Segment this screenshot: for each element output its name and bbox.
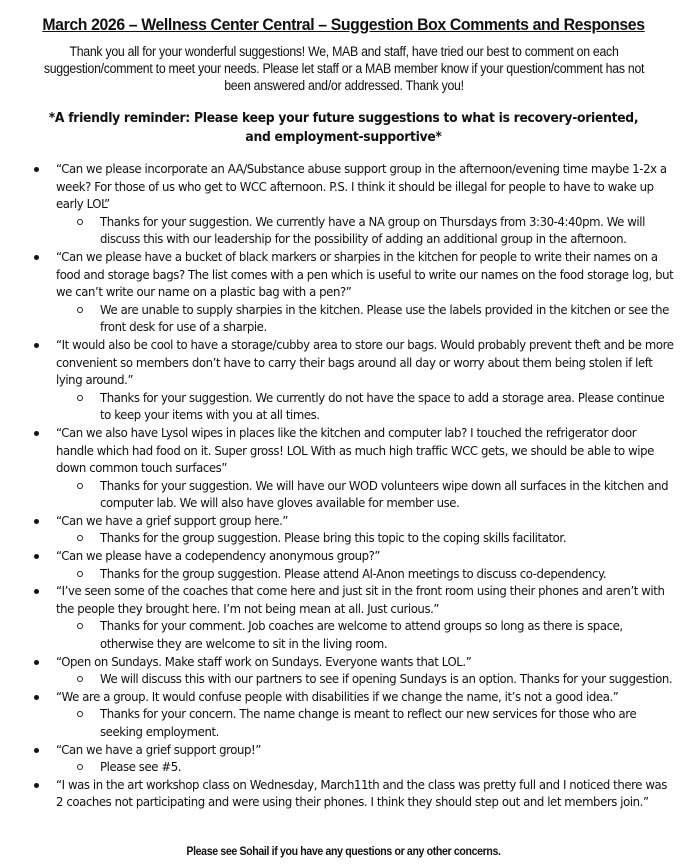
response-text: Thanks for the group suggestion. Please attend Al-Anon meetings to discuss co-dependency. — [100, 565, 607, 581]
circle-bullet-icon — [77, 764, 83, 770]
circle-bullet-icon — [77, 623, 83, 629]
suggestion-response — [0, 617, 687, 652]
suggestion-comment: “I’ve seen some of the coaches that come here and just sit in the front room using their phones and aren’t with the people they brought here. I’m not being mean at all. Just curious.” — [56, 583, 665, 616]
suggestion-comment: “I was in the art workshop class on Wednesday, March11th and the class was pretty full and I noticed there was 2 coaches not participating and were using their phones. I think they should step out and let members join.” — [56, 776, 667, 810]
suggestion-response — [0, 529, 687, 547]
suggestion-comment: “It would also be cool to have a storage/cubby area to store our bags. Would probably prevent theft and be more convenient so members don’t have to carry their bags around all day or worry about them being stolen if left lying around.” — [56, 336, 674, 388]
circle-bullet-icon — [77, 676, 83, 682]
suggestion-list — [0, 160, 687, 811]
bullet-icon — [34, 589, 39, 594]
circle-bullet-icon — [77, 711, 83, 717]
bullet-icon — [34, 783, 39, 788]
suggestion-item — [0, 160, 687, 213]
suggestion-item — [0, 424, 687, 477]
response-text: Thanks for your comment. Job coaches are welcome to attend groups so long as there is space, otherwise they are welcome to sit in the living room. — [100, 618, 623, 652]
bullet-icon — [34, 255, 39, 260]
suggestion-response — [0, 670, 687, 688]
suggestion-response — [0, 213, 687, 248]
suggestion-item — [0, 653, 687, 671]
contact-footer: Please see Sohail if you have any questions or any other concerns. — [186, 844, 501, 858]
response-text: Thanks for your concern. The name change is meant to reflect our new services for those who are seeking employment. — [100, 706, 637, 739]
response-text: Thanks for your suggestion. We will have our WOD volunteers wipe down all surfaces in the kitchen and computer lab. We will also have gloves available for member use. — [100, 477, 669, 511]
bullet-icon — [34, 695, 39, 700]
suggestion-item — [0, 547, 687, 565]
suggestion-comment: “Can we please have a bucket of black markers or sharpies in the kitchen for people to write their names on a food and storage bags? The list comes with a pen which is useful to write our names on the food storage log, but we can’t write our name on a plastic bag with a pen?” — [56, 248, 674, 300]
document-title: March 2026 – Wellness Center Central – Suggestion Box Comments and Responses — [42, 15, 645, 34]
response-text: We will discuss this with our partners to see if opening Sundays is an option. Thanks for your suggestion. — [100, 671, 673, 687]
circle-bullet-icon — [77, 307, 83, 313]
response-text: We are unable to supply sharpies in the kitchen. Please use the labels provided in the kitchen or see the front desk for use of a sharpie. — [100, 301, 669, 335]
reminder-note: *A friendly reminder: Please keep your future suggestions to what is recovery-oriented, and employment-supportive* — [48, 111, 639, 145]
suggestion-response — [0, 565, 687, 583]
suggestion-comment: “Can we also have Lysol wipes in places like the kitchen and computer lab? I touched the refrigerator door handle which had food on it. Super gross! LOL With as much high traffic WCC gets, we should be able to wipe down common touch surfaces” — [56, 424, 654, 476]
suggestion-response — [0, 389, 687, 424]
suggestion-item — [0, 688, 687, 706]
bullet-icon — [34, 519, 39, 524]
intro-paragraph: Thank you all for your wonderful suggestions! We, MAB and staff, have tried our best to comment on each suggestion/comment to meet your needs. Please let staff or a MAB member know if your question/comment has not been answered and/or addressed. Thank you! — [43, 44, 645, 93]
bullet-icon — [34, 748, 39, 753]
response-text: Thanks for your suggestion. We currently do not have the space to add a storage area. Please continue to keep your items with you at all times. — [100, 389, 665, 423]
circle-bullet-icon — [77, 535, 83, 541]
suggestion-comment: “Can we have a grief support group here.” — [56, 512, 289, 528]
suggestion-response — [0, 705, 687, 740]
response-text: Please see #5. — [100, 759, 182, 775]
suggestion-comment: “We are a group. It would confuse people with disabilities if we change the name, it’s not a good idea.” — [56, 688, 619, 704]
bullet-icon — [34, 554, 39, 559]
suggestion-response — [0, 301, 687, 336]
suggestion-comment: “Open on Sundays. Make staff work on Sundays. Everyone wants that LOL.” — [56, 653, 472, 669]
suggestion-response — [0, 758, 687, 776]
response-text: Thanks for your suggestion. We currently have a NA group on Thursdays from 3:30-4:40pm. We will discuss this with our leadership for the possibility of adding an additional group in the afternoon. — [100, 213, 645, 247]
suggestion-response — [0, 477, 687, 512]
response-text: Thanks for the group suggestion. Please bring this topic to the coping skills facilitator. — [100, 530, 567, 546]
bullet-icon — [34, 167, 39, 172]
suggestion-comment: “Can we have a grief support group!” — [56, 741, 261, 757]
circle-bullet-icon — [77, 483, 83, 489]
suggestion-item — [0, 336, 687, 389]
circle-bullet-icon — [77, 219, 83, 225]
suggestion-item — [0, 741, 687, 759]
suggestion-item — [0, 582, 687, 617]
suggestion-comment: “Can we please have a codependency anonymous group?” — [56, 548, 381, 564]
bullet-icon — [34, 431, 39, 436]
suggestion-item — [0, 512, 687, 530]
suggestion-item — [0, 776, 687, 811]
bullet-icon — [34, 660, 39, 665]
suggestion-comment: “Can we please incorporate an AA/Substance abuse support group in the afternoon/evening time maybe 1-2x a week? For those of us who get to WCC afternoon. P.S. I think it should be illegal for people to have to wake up early LOL” — [56, 161, 667, 212]
bullet-icon — [34, 343, 39, 348]
circle-bullet-icon — [77, 395, 83, 401]
suggestion-item — [0, 248, 687, 301]
circle-bullet-icon — [77, 571, 83, 577]
